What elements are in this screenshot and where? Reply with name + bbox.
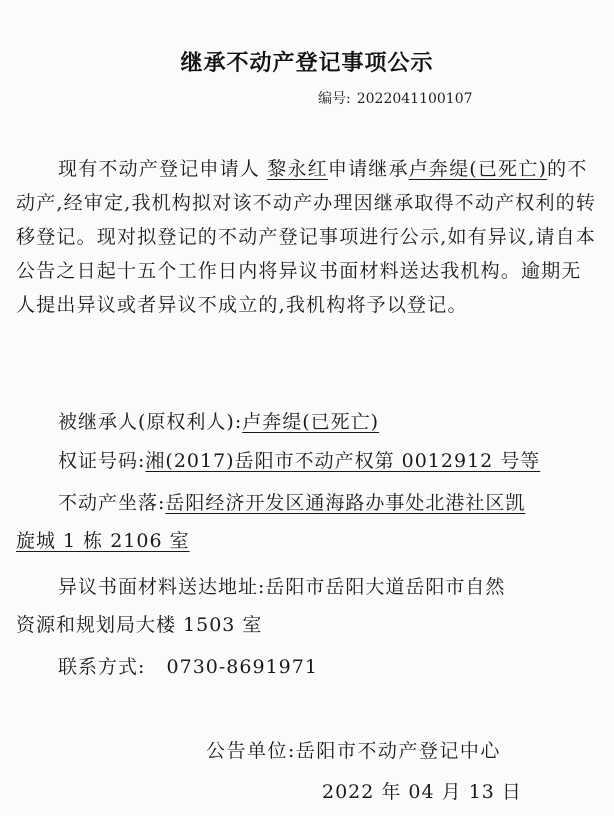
- contact-row: [58, 652, 318, 679]
- heir-value: 卢奔缇(已死亡): [242, 411, 380, 433]
- issue-date: 2022 年 04 月 13 日: [322, 781, 522, 803]
- applicant-name: 黎永红: [267, 158, 328, 180]
- document-number-value: 2022041100107: [356, 91, 473, 107]
- contact-label: 联系方式:: [58, 656, 146, 678]
- location-value-line1: 岳阳经济开发区通海路办事处北港社区凯: [165, 492, 526, 514]
- issuer-row: [206, 736, 501, 763]
- notice-mid: 申请继承: [327, 158, 409, 180]
- address-row: [58, 572, 505, 599]
- heir-label: 被继承人(原权利人):: [58, 411, 243, 433]
- location-value-line2: 旋城 1 栋 2106 室: [16, 530, 190, 552]
- cert-row: [58, 446, 540, 473]
- document-title: 继承不动产登记事项公示: [180, 51, 434, 76]
- location-row-2: [16, 526, 190, 553]
- issuer-label: 公告单位:: [206, 740, 296, 762]
- notice-paragraph: [16, 152, 598, 322]
- notice-body: 的不动产,经审定,我机构拟对该不动产办理因继承取得不动产权利的转移登记。现对拟登记的不动产登记事项进行公示,如有异议,请自本公告之日起十五个工作日内将异议书面材料送达我机构。逾期无人提出异议或者异议不成立的,我机构将予以登记。: [16, 158, 597, 316]
- document-number-label: 编号:: [318, 91, 351, 107]
- cert-label: 权证号码:: [58, 450, 146, 472]
- address-row-2: [16, 610, 262, 637]
- contact-value: 0730-8691971: [166, 656, 318, 678]
- address-line2: 资源和规划局大楼 1503 室: [16, 614, 263, 636]
- address-line1: 岳阳市岳阳大道岳阳市自然: [265, 576, 506, 598]
- document-number: [318, 88, 473, 108]
- issuer-value: 岳阳市不动产登记中心: [295, 740, 501, 762]
- cert-value: 湘(2017)岳阳市不动产权第 0012912 号等: [145, 450, 541, 472]
- decedent-name: 卢奔缇(已死亡): [408, 158, 548, 180]
- location-label: 不动产坐落:: [58, 492, 166, 514]
- heir-row: [58, 407, 379, 434]
- notice-lead: 现有不动产登记申请人: [58, 158, 261, 180]
- location-row: [58, 488, 525, 515]
- address-label: 异议书面材料送达地址:: [58, 576, 266, 598]
